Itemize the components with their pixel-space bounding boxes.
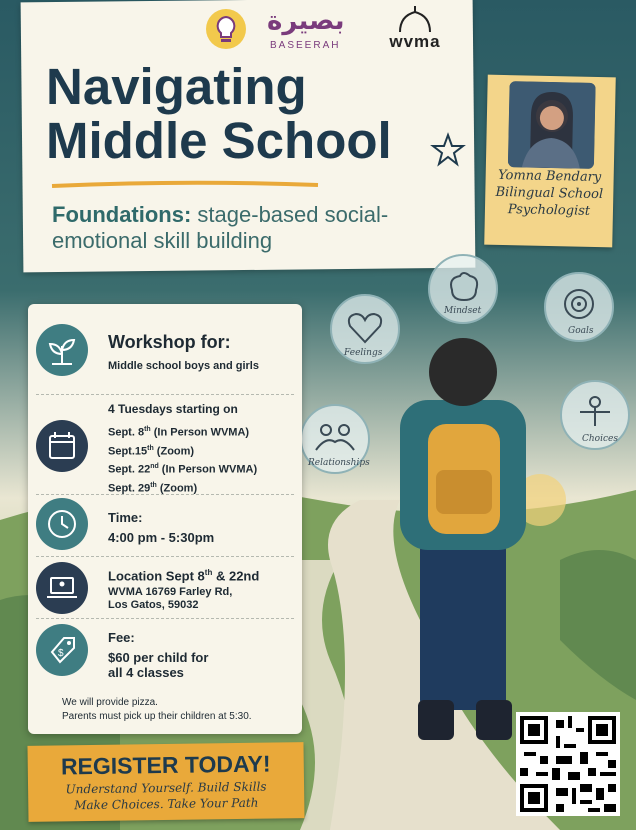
qr-code[interactable] bbox=[516, 712, 620, 816]
session-3: Sept. 22nd (In Person WVMA) bbox=[108, 463, 258, 476]
note-pizza: We will provide pizza. bbox=[62, 697, 158, 708]
presenter-line-2: Bilingual School bbox=[495, 184, 604, 203]
divider bbox=[36, 618, 294, 619]
baseerah-english-logo: BASEERAH bbox=[270, 40, 341, 51]
session-4: Sept. 29th (Zoom) bbox=[108, 481, 198, 495]
laptop-icon bbox=[36, 562, 88, 614]
presenter-card bbox=[484, 75, 616, 248]
fee-line-2: all 4 classes bbox=[108, 665, 184, 680]
calendar-icon bbox=[36, 420, 88, 472]
time-heading: Time: bbox=[108, 510, 143, 525]
session-2: Sept.15th (Zoom) bbox=[108, 444, 195, 458]
logo-bar bbox=[205, 6, 455, 54]
relationships-bubble bbox=[300, 404, 370, 474]
subtitle-rest: stage-based social-emotional skill building bbox=[52, 202, 389, 253]
goals-bubble bbox=[544, 272, 614, 342]
star-icon bbox=[430, 132, 466, 168]
qr-code-icon bbox=[516, 712, 620, 816]
register-title: REGISTER TODAY! bbox=[60, 750, 271, 780]
location-address bbox=[108, 586, 232, 612]
relationships-label: Relationships bbox=[308, 458, 370, 468]
presenter-line-1: Yomna Bendary bbox=[497, 167, 602, 186]
register-banner[interactable] bbox=[27, 742, 304, 822]
wvma-logo-text: wvma bbox=[389, 32, 441, 51]
presenter-avatar-icon bbox=[508, 81, 596, 169]
address-line-2: Los Gatos, 59032 bbox=[108, 599, 199, 611]
presenter-photo bbox=[508, 81, 596, 169]
presenter-line-3: Psychologist bbox=[507, 202, 591, 219]
mosque-dome-icon bbox=[380, 6, 450, 34]
location-heading: Location Sept 8th & 22nd bbox=[108, 568, 260, 584]
price-tag-icon bbox=[36, 624, 88, 676]
session-1: Sept. 8th (In Person WVMA) bbox=[108, 426, 250, 439]
feelings-label: Feelings bbox=[344, 348, 383, 358]
choices-bubble bbox=[560, 380, 630, 450]
subtitle-bold: Foundations: bbox=[52, 202, 192, 227]
choices-label: Choices bbox=[582, 434, 618, 444]
register-tagline bbox=[28, 778, 304, 814]
title-underline bbox=[50, 180, 320, 190]
workshop-heading: Workshop for: bbox=[108, 332, 231, 352]
lightbulb-logo-icon bbox=[205, 8, 247, 50]
schedule-heading: 4 Tuesdays starting on bbox=[108, 402, 238, 416]
workshop-audience: Middle school boys and girls bbox=[108, 360, 259, 372]
fee-heading: Fee: bbox=[108, 630, 135, 645]
tagline-line-2: Make Choices. Take Your Path bbox=[74, 795, 259, 813]
note-pickup: Parents must pick up their children at 5:30. bbox=[62, 711, 252, 722]
divider bbox=[36, 556, 294, 557]
fee-line-1: $60 per child for bbox=[108, 650, 209, 665]
mindset-bubble bbox=[428, 254, 498, 324]
time-value: 4:00 pm - 5:30pm bbox=[108, 530, 215, 545]
clock-icon bbox=[36, 498, 88, 550]
tagline-line-1: Understand Yourself. Build Skills bbox=[65, 779, 267, 797]
divider bbox=[36, 394, 294, 395]
session-list bbox=[108, 422, 257, 497]
title-line-1: Navigating bbox=[46, 58, 307, 115]
feelings-bubble bbox=[330, 294, 400, 364]
address-line-1: WVMA 16769 Farley Rd, bbox=[108, 586, 233, 598]
baseerah-arabic-logo: بصيرة bbox=[267, 6, 345, 36]
subtitle bbox=[52, 202, 462, 254]
svg-text:$: $ bbox=[58, 648, 64, 659]
notes bbox=[62, 696, 252, 724]
presenter-name bbox=[489, 167, 610, 221]
goals-label: Goals bbox=[568, 326, 594, 336]
title-line-2: Middle School bbox=[46, 112, 392, 169]
wvma-logo bbox=[380, 6, 450, 54]
fee-value bbox=[108, 650, 208, 680]
info-card bbox=[28, 304, 302, 734]
mindset-label: Mindset bbox=[444, 306, 482, 316]
sprout-icon bbox=[36, 324, 88, 376]
divider bbox=[36, 494, 294, 495]
page-title bbox=[46, 60, 446, 168]
